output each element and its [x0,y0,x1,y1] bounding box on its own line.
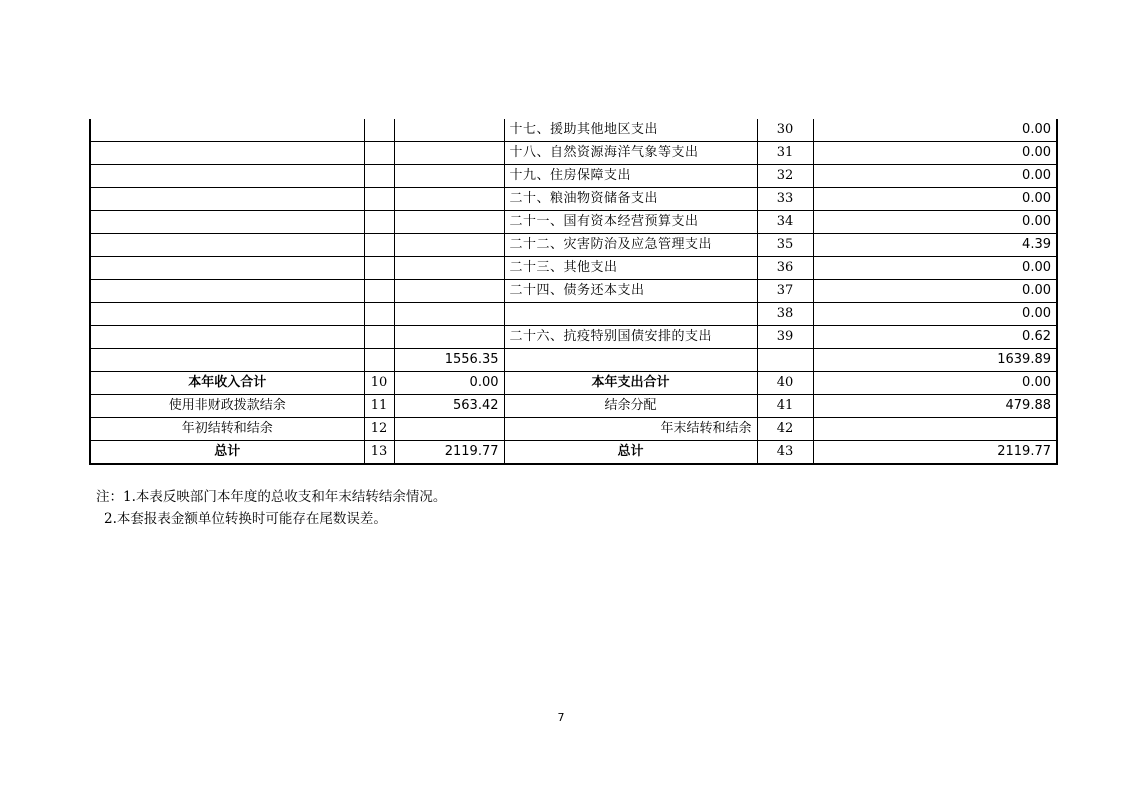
income-amount-cell [394,326,504,349]
table-row [90,349,1057,372]
income-amount-cell [394,257,504,280]
income-label-cell [90,211,364,234]
income-label-cell [90,234,364,257]
income-amount-cell: 0.00 [394,372,504,395]
table-row [90,326,1057,349]
income-line-cell [364,349,394,372]
income-amount-cell [394,165,504,188]
expense-label-cell: 二十六、抗疫特别国债安排的支出 [504,326,757,349]
income-line-cell [364,326,394,349]
income-label-cell [90,188,364,211]
table-row [90,303,1057,326]
expense-amount-cell: 0.00 [813,119,1057,142]
income-line-cell: 10 [364,372,394,395]
expense-line-cell: 39 [757,326,813,349]
table-row [90,211,1057,234]
income-amount-cell [394,119,504,142]
income-amount-cell [394,280,504,303]
note-line-2: 2.本套报表金额单位转换时可能存在尾数误差。 [104,511,387,527]
income-line-cell: 11 [364,395,394,418]
income-amount-cell: 1556.35 [394,349,504,372]
table-row-annual-totals [90,372,1057,395]
expense-label-cell: 年末结转和结余 [504,418,757,441]
income-line-cell [364,211,394,234]
income-label-cell [90,142,364,165]
income-line-cell [364,257,394,280]
income-line-cell [364,165,394,188]
expense-line-cell: 34 [757,211,813,234]
expense-amount-cell: 0.00 [813,280,1057,303]
income-amount-cell [394,142,504,165]
table-row [90,395,1057,418]
budget-table [89,119,1058,465]
expense-label-cell: 十八、自然资源海洋气象等支出 [504,142,757,165]
income-line-cell [364,303,394,326]
expense-label-cell [504,303,757,326]
table-row [90,234,1057,257]
expense-line-cell: 31 [757,142,813,165]
income-label-cell [90,303,364,326]
expense-amount-cell [813,418,1057,441]
page-number: 7 [557,711,565,724]
income-grand-total-label: 总计 [90,441,364,465]
income-line-cell [364,119,394,142]
income-label-cell [90,326,364,349]
income-amount-cell [394,234,504,257]
table-row [90,119,1057,142]
income-line-cell [364,280,394,303]
expense-line-cell: 41 [757,395,813,418]
table-notes [96,486,446,530]
expense-line-cell: 32 [757,165,813,188]
income-amount-cell [394,303,504,326]
income-line-cell [364,234,394,257]
expense-line-cell: 38 [757,303,813,326]
table-row [90,418,1057,441]
expense-label-cell: 二十二、灾害防治及应急管理支出 [504,234,757,257]
income-total-label: 本年收入合计 [90,372,364,395]
expense-amount-cell: 0.00 [813,257,1057,280]
expense-label-cell: 十九、住房保障支出 [504,165,757,188]
expense-amount-cell: 0.00 [813,142,1057,165]
expense-line-cell: 42 [757,418,813,441]
expense-line-cell: 37 [757,280,813,303]
table-row [90,188,1057,211]
income-line-cell [364,188,394,211]
expense-amount-cell: 0.00 [813,303,1057,326]
expense-line-cell: 33 [757,188,813,211]
expense-amount-cell: 0.62 [813,326,1057,349]
expense-amount-cell: 1639.89 [813,349,1057,372]
table-row-grand-total [90,441,1057,465]
income-label-cell [90,165,364,188]
expense-total-label: 本年支出合计 [504,372,757,395]
income-label-cell [90,119,364,142]
expense-amount-cell: 4.39 [813,234,1057,257]
expense-line-cell [757,349,813,372]
table-row [90,165,1057,188]
income-line-cell: 13 [364,441,394,465]
income-line-cell: 12 [364,418,394,441]
expense-label-cell: 二十三、其他支出 [504,257,757,280]
table-row [90,142,1057,165]
expense-amount-cell: 2119.77 [813,441,1057,465]
expense-label-cell [504,349,757,372]
expense-label-cell: 二十、粮油物资储备支出 [504,188,757,211]
income-label-cell [90,280,364,303]
income-amount-cell [394,211,504,234]
expense-line-cell: 43 [757,441,813,465]
income-amount-cell: 563.42 [394,395,504,418]
expense-amount-cell: 0.00 [813,211,1057,234]
expense-amount-cell: 0.00 [813,188,1057,211]
expense-line-cell: 30 [757,119,813,142]
expense-label-cell: 结余分配 [504,395,757,418]
income-amount-cell: 2119.77 [394,441,504,465]
income-amount-cell [394,188,504,211]
income-line-cell [364,142,394,165]
expense-line-cell: 40 [757,372,813,395]
expense-line-cell: 35 [757,234,813,257]
income-label-cell: 年初结转和结余 [90,418,364,441]
expense-amount-cell: 0.00 [813,372,1057,395]
income-label-cell [90,349,364,372]
table-row [90,257,1057,280]
table-row [90,280,1057,303]
expense-label-cell: 二十一、国有资本经营预算支出 [504,211,757,234]
expense-grand-total-label: 总计 [504,441,757,465]
expense-label-cell: 二十四、债务还本支出 [504,280,757,303]
expense-amount-cell: 0.00 [813,165,1057,188]
expense-amount-cell: 479.88 [813,395,1057,418]
income-label-cell: 使用非财政拨款结余 [90,395,364,418]
expense-line-cell: 36 [757,257,813,280]
note-line-1: 注：1.本表反映部门本年度的总收支和年末结转结余情况。 [96,489,447,505]
income-amount-cell [394,418,504,441]
expense-label-cell: 十七、援助其他地区支出 [504,119,757,142]
income-label-cell [90,257,364,280]
